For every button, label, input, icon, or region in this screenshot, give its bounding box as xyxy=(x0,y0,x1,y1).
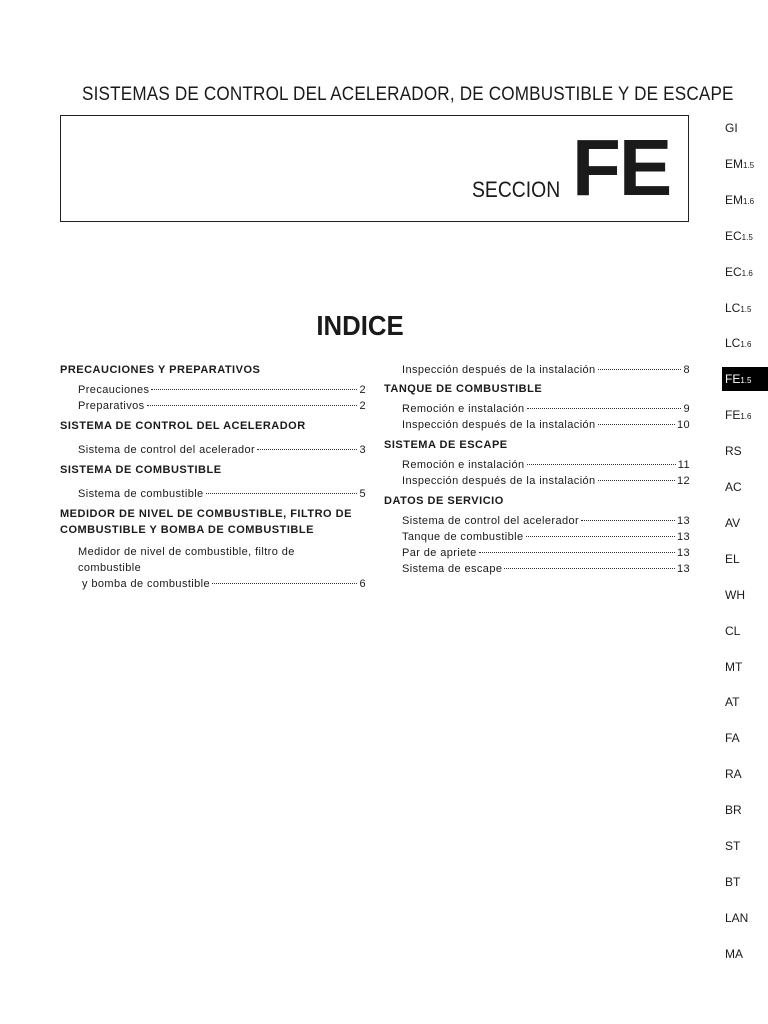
toc-entry-page: 13 xyxy=(676,531,690,543)
section-tab-av[interactable] xyxy=(722,511,768,535)
toc-heading: SISTEMA DE ESCAPE xyxy=(384,439,508,451)
section-tab-engine: 1.6 xyxy=(740,412,752,422)
toc-entry-title: Sistema de control del acelerador xyxy=(402,515,580,527)
toc-section-tanque xyxy=(384,381,690,433)
toc-entry-title: Inspección después de la instalación xyxy=(402,419,596,431)
toc-entry[interactable] xyxy=(402,529,690,545)
toc-entry-title: Tanque de combustible xyxy=(402,531,524,543)
section-tab-wh[interactable] xyxy=(722,583,768,607)
toc-entry[interactable] xyxy=(402,513,690,529)
section-tab-code: WH xyxy=(725,587,745,602)
toc-entry-title: Par de apriete xyxy=(402,547,477,559)
section-tab-code: FE xyxy=(725,408,741,423)
section-tab-cl[interactable] xyxy=(722,619,768,643)
section-tab-bt[interactable] xyxy=(722,870,768,894)
leader-dots xyxy=(527,464,676,465)
toc-entry-page: 6 xyxy=(359,578,366,590)
toc-entry-title-line1[interactable]: Medidor de nivel de combustible, filtro de xyxy=(78,546,295,558)
section-tab-code: BT xyxy=(725,874,741,889)
toc-left-column xyxy=(60,362,366,596)
section-tab-ac[interactable] xyxy=(722,475,768,499)
section-tab-fe16[interactable] xyxy=(722,403,768,427)
section-tab-ra[interactable] xyxy=(722,762,768,786)
toc-entry-page: 13 xyxy=(676,515,690,527)
section-tab-code: EL xyxy=(725,551,740,566)
toc-entry-title: Sistema de control del acelerador xyxy=(78,444,256,456)
toc-entry[interactable] xyxy=(402,561,690,577)
section-tab-code: ST xyxy=(725,839,741,853)
section-tab-lc15[interactable] xyxy=(722,296,768,320)
leader-dots xyxy=(526,536,675,537)
leader-dots xyxy=(527,408,682,409)
toc-heading: PRECAUCIONES Y PREPARATIVOS xyxy=(60,364,261,376)
toc-heading: SISTEMA DE COMBUSTIBLE xyxy=(60,464,222,476)
section-tab-code: GI xyxy=(725,121,738,135)
section-tab-el[interactable] xyxy=(722,547,768,571)
section-tab-code: MT xyxy=(725,659,743,674)
toc-entry[interactable] xyxy=(78,398,366,414)
toc-entry[interactable] xyxy=(78,486,366,502)
toc-section-medidor-nivel xyxy=(60,506,366,592)
toc-entry[interactable] xyxy=(402,457,690,473)
toc-entry-page: 8 xyxy=(683,364,690,376)
toc-entry[interactable] xyxy=(402,401,690,417)
toc-entry-page: 2 xyxy=(359,384,366,396)
toc-section-combustible xyxy=(60,462,366,502)
page-header: SISTEMAS DE CONTROL DEL ACELERADOR, DE COMBUSTIBLE Y DE ESCAPE xyxy=(82,84,734,105)
section-tab-fa[interactable] xyxy=(722,726,768,750)
section-tab-engine: 1.6 xyxy=(743,196,755,206)
leader-dots xyxy=(598,480,675,481)
toc-entry[interactable] xyxy=(402,545,690,561)
toc-entry-page: 9 xyxy=(683,403,690,415)
leader-dots xyxy=(206,493,358,494)
section-tab-lc16[interactable] xyxy=(722,331,768,355)
toc-entry[interactable] xyxy=(402,417,690,433)
toc-entry-page: 10 xyxy=(676,419,690,431)
toc-entry-title-line2[interactable]: combustible xyxy=(78,562,142,574)
section-tab-code: BR xyxy=(725,803,742,818)
section-tab-gi[interactable] xyxy=(722,116,768,140)
section-code: FE xyxy=(572,123,671,212)
toc-heading: SISTEMA DE CONTROL DEL ACELERADOR xyxy=(60,420,306,432)
leader-dots xyxy=(151,389,357,390)
leader-dots xyxy=(598,424,675,425)
toc-entry-page: 11 xyxy=(677,459,690,471)
toc-entry-title: Precauciones xyxy=(78,384,150,396)
toc-entry-page: 13 xyxy=(676,547,690,559)
section-tab-code: FA xyxy=(725,731,740,746)
toc-entry[interactable] xyxy=(402,473,690,489)
toc-entry[interactable] xyxy=(402,362,690,378)
section-tab-code: AT xyxy=(725,695,740,710)
section-tab-engine: 1.5 xyxy=(741,232,753,242)
toc-entry-page: 5 xyxy=(359,488,366,500)
section-tab-code: LAN xyxy=(725,910,749,925)
section-tab-fe15[interactable] xyxy=(722,367,768,391)
section-tab-code: AV xyxy=(725,515,741,530)
toc-heading: TANQUE DE COMBUSTIBLE xyxy=(384,383,543,395)
section-tab-code: RA xyxy=(725,767,742,782)
section-tab-at[interactable] xyxy=(722,690,768,714)
section-tab-em16[interactable] xyxy=(722,188,768,212)
toc-entry-page: 12 xyxy=(676,475,690,487)
toc-entry-page: 2 xyxy=(359,400,366,412)
section-tab-engine: 1.5 xyxy=(743,160,755,170)
toc-heading-line1: MEDIDOR DE NIVEL DE COMBUSTIBLE, FILTRO DE xyxy=(60,508,352,520)
section-tab-code: LC xyxy=(725,336,741,351)
toc-section-escape xyxy=(384,437,690,489)
leader-dots xyxy=(147,405,358,406)
section-tab-code: CL xyxy=(725,623,741,638)
toc-entry[interactable] xyxy=(78,576,366,592)
section-tab-engine: 1.6 xyxy=(740,340,752,350)
section-tab-mt[interactable] xyxy=(722,655,768,679)
toc-entry-title: Remoción e instalación xyxy=(402,403,525,415)
toc-entry-title: Sistema de escape xyxy=(402,563,503,575)
leader-dots xyxy=(598,369,682,370)
toc-entry-page: 13 xyxy=(676,563,690,575)
leader-dots xyxy=(257,449,357,450)
toc-right-column xyxy=(384,362,690,581)
leader-dots xyxy=(479,552,675,553)
toc-entry-title: Inspección después de la instalación xyxy=(402,364,596,376)
section-tab-code: AC xyxy=(725,480,742,494)
section-tab-code: EM xyxy=(725,156,743,171)
leader-dots xyxy=(581,520,675,521)
toc-entry-title: Sistema de combustible xyxy=(78,488,204,500)
toc-entry-title: Remoción e instalación xyxy=(402,459,525,471)
section-tab-engine: 1.6 xyxy=(741,268,753,278)
leader-dots xyxy=(504,568,675,569)
section-tab-br[interactable] xyxy=(722,798,768,822)
index-title: INDICE xyxy=(316,310,404,341)
section-tab-code: EC xyxy=(725,264,742,279)
toc-heading-line2: COMBUSTIBLE Y BOMBA DE COMBUSTIBLE xyxy=(60,524,314,536)
section-tab-rs[interactable] xyxy=(722,439,768,463)
section-tab-ec16[interactable] xyxy=(722,260,768,284)
toc-entry-page: 3 xyxy=(359,444,366,456)
toc-section-datos-servicio xyxy=(384,493,690,577)
toc-entry-title: y bomba de combustible xyxy=(82,578,211,590)
section-tab-code: EM xyxy=(725,192,743,207)
section-tab-lan[interactable] xyxy=(722,906,768,930)
toc-section-control-acelerador xyxy=(60,418,366,458)
toc-section-precauciones xyxy=(60,362,366,414)
leader-dots xyxy=(212,583,357,584)
section-tab-code: LC xyxy=(725,300,741,315)
section-tab-ma[interactable] xyxy=(722,942,768,966)
section-tab-engine: 1.5 xyxy=(740,304,752,314)
toc-heading: DATOS DE SERVICIO xyxy=(384,495,504,507)
section-tab-engine: 1.5 xyxy=(740,376,752,386)
section-tab-st[interactable] xyxy=(722,834,768,858)
toc-entry-title: Preparativos xyxy=(78,400,145,412)
section-tab-em15[interactable] xyxy=(722,152,768,176)
toc-entry[interactable] xyxy=(78,382,366,398)
section-tab-code: FE xyxy=(725,372,741,387)
toc-entry-title: Inspección después de la instalación xyxy=(402,475,596,487)
section-tab-code: MA xyxy=(725,946,743,961)
section-tab-code: EC xyxy=(725,228,742,243)
section-label: SECCION xyxy=(472,177,561,202)
section-tab-code: RS xyxy=(725,444,742,459)
toc-entry[interactable] xyxy=(78,442,366,458)
section-tab-ec15[interactable] xyxy=(722,224,768,248)
